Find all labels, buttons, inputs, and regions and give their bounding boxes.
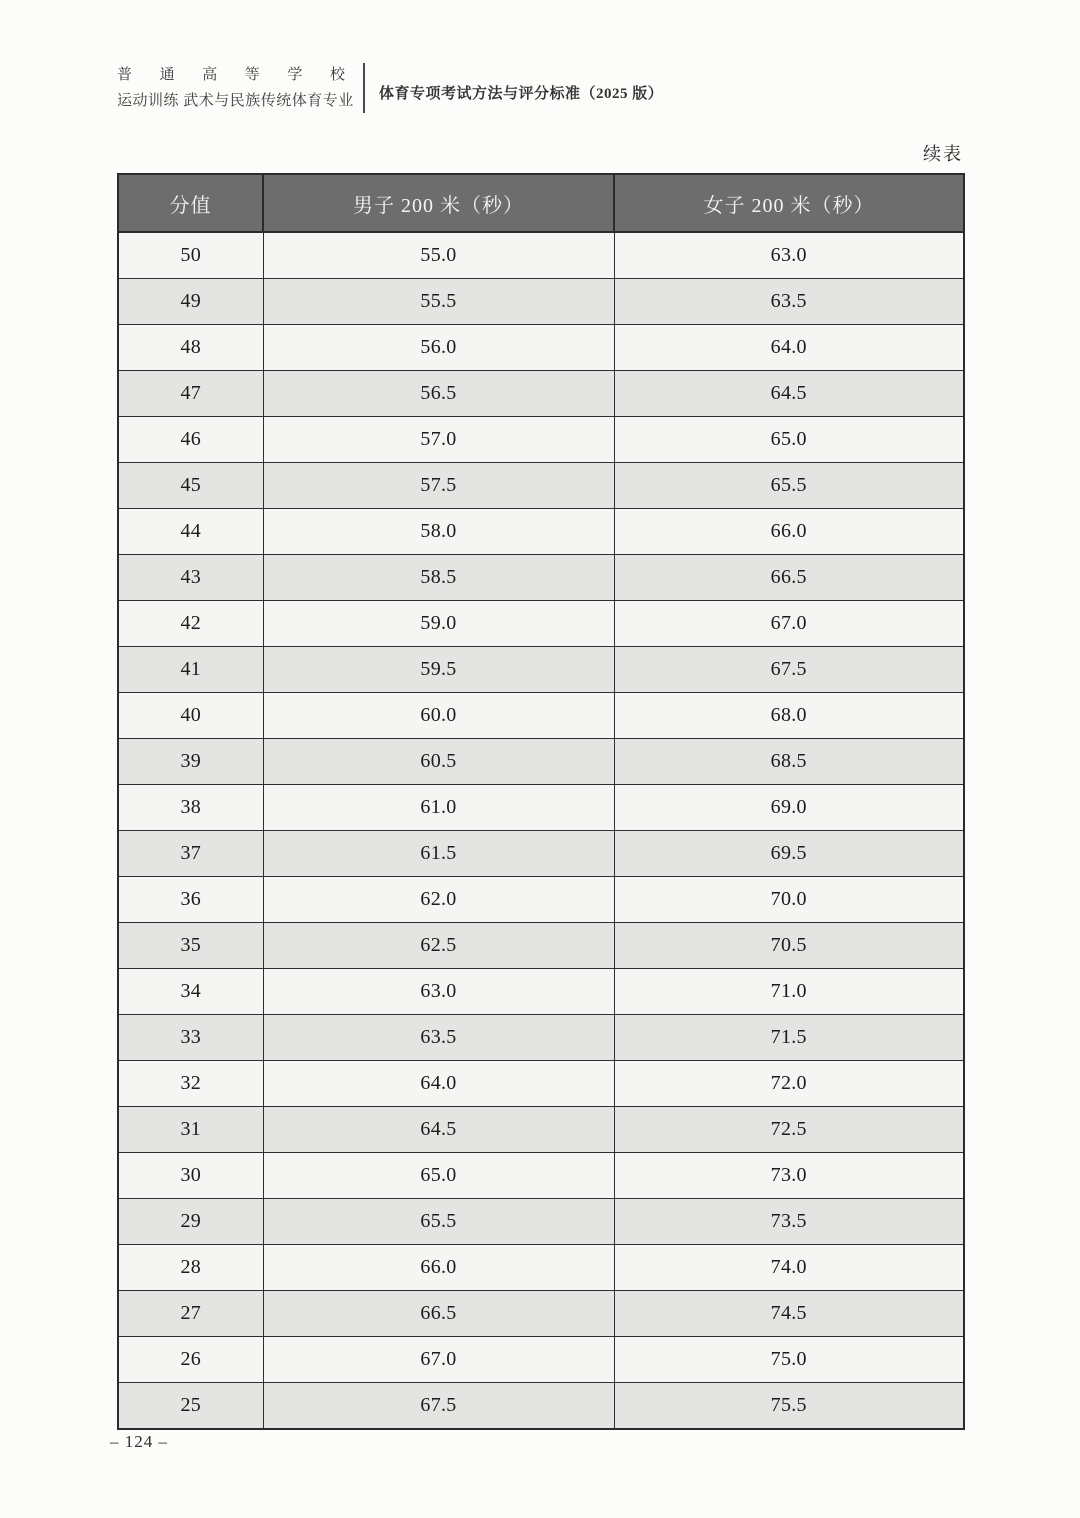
table-row bbox=[118, 1199, 964, 1245]
table-cell: 64.5 bbox=[263, 1107, 614, 1153]
table-row bbox=[118, 1061, 964, 1107]
table-row bbox=[118, 601, 964, 647]
table-cell: 38 bbox=[118, 785, 263, 831]
table-cell: 71.5 bbox=[614, 1015, 964, 1061]
table-row bbox=[118, 463, 964, 509]
table-cell: 64.0 bbox=[614, 325, 964, 371]
table-cell: 62.0 bbox=[263, 877, 614, 923]
table-cell: 74.5 bbox=[614, 1291, 964, 1337]
table-cell: 63.0 bbox=[263, 969, 614, 1015]
table-cell: 65.5 bbox=[614, 463, 964, 509]
table-cell: 56.5 bbox=[263, 371, 614, 417]
table-cell: 70.0 bbox=[614, 877, 964, 923]
table-cell: 31 bbox=[118, 1107, 263, 1153]
table-cell: 48 bbox=[118, 325, 263, 371]
table-cell: 67.0 bbox=[614, 601, 964, 647]
table-cell: 73.0 bbox=[614, 1153, 964, 1199]
table-cell: 57.5 bbox=[263, 463, 614, 509]
table-cell: 34 bbox=[118, 969, 263, 1015]
table-row bbox=[118, 969, 964, 1015]
table-header-row bbox=[118, 174, 964, 232]
table-cell: 66.5 bbox=[614, 555, 964, 601]
table-cell: 71.0 bbox=[614, 969, 964, 1015]
table-row bbox=[118, 555, 964, 601]
table-cell: 60.0 bbox=[263, 693, 614, 739]
table-row bbox=[118, 371, 964, 417]
table-row bbox=[118, 1107, 964, 1153]
column-header-women-200m: 女子 200 米（秒） bbox=[614, 174, 964, 232]
table-row bbox=[118, 279, 964, 325]
table-cell: 66.0 bbox=[263, 1245, 614, 1291]
table-cell: 63.5 bbox=[614, 279, 964, 325]
table-row bbox=[118, 232, 964, 279]
table-cell: 63.5 bbox=[263, 1015, 614, 1061]
table-cell: 55.5 bbox=[263, 279, 614, 325]
table-cell: 58.0 bbox=[263, 509, 614, 555]
school-type-label: 普通高等学校 bbox=[117, 67, 347, 83]
table-cell: 49 bbox=[118, 279, 263, 325]
table-cell: 29 bbox=[118, 1199, 263, 1245]
table-cell: 61.0 bbox=[263, 785, 614, 831]
major-label: 运动训练 武术与民族传统体育专业 bbox=[117, 93, 354, 110]
table-cell: 75.0 bbox=[614, 1337, 964, 1383]
table-cell: 64.5 bbox=[614, 371, 964, 417]
table-header bbox=[118, 174, 964, 232]
table-row bbox=[118, 325, 964, 371]
table-cell: 68.0 bbox=[614, 693, 964, 739]
score-table bbox=[117, 173, 965, 1430]
table-cell: 43 bbox=[118, 555, 263, 601]
table-cell: 56.0 bbox=[263, 325, 614, 371]
table-row bbox=[118, 1337, 964, 1383]
table-body bbox=[118, 232, 964, 1429]
table-row bbox=[118, 1245, 964, 1291]
table-row bbox=[118, 739, 964, 785]
table-cell: 60.5 bbox=[263, 739, 614, 785]
table-cell: 47 bbox=[118, 371, 263, 417]
table-cell: 75.5 bbox=[614, 1383, 964, 1430]
table-row bbox=[118, 1015, 964, 1061]
table-cell: 69.5 bbox=[614, 831, 964, 877]
table-cell: 67.0 bbox=[263, 1337, 614, 1383]
table-cell: 72.5 bbox=[614, 1107, 964, 1153]
table-row bbox=[118, 647, 964, 693]
table-cell: 67.5 bbox=[614, 647, 964, 693]
table-cell: 37 bbox=[118, 831, 263, 877]
running-head bbox=[117, 62, 663, 115]
table-row bbox=[118, 831, 964, 877]
table-cell: 41 bbox=[118, 647, 263, 693]
table-row bbox=[118, 1153, 964, 1199]
table-cell: 61.5 bbox=[263, 831, 614, 877]
running-head-left bbox=[117, 62, 354, 115]
table-cell: 68.5 bbox=[614, 739, 964, 785]
table-cell: 65.0 bbox=[263, 1153, 614, 1199]
table-row bbox=[118, 693, 964, 739]
table-cell: 70.5 bbox=[614, 923, 964, 969]
column-header-men-200m: 男子 200 米（秒） bbox=[263, 174, 614, 232]
page-number: – 124 – bbox=[110, 1432, 168, 1451]
table-cell: 67.5 bbox=[263, 1383, 614, 1430]
table-cell: 27 bbox=[118, 1291, 263, 1337]
table-cell: 65.0 bbox=[614, 417, 964, 463]
table-cell: 59.5 bbox=[263, 647, 614, 693]
table-cell: 74.0 bbox=[614, 1245, 964, 1291]
table-cell: 72.0 bbox=[614, 1061, 964, 1107]
column-header-score: 分值 bbox=[118, 174, 263, 232]
table-cell: 40 bbox=[118, 693, 263, 739]
table-row bbox=[118, 509, 964, 555]
table-cell: 36 bbox=[118, 877, 263, 923]
table-cell: 59.0 bbox=[263, 601, 614, 647]
table-row bbox=[118, 417, 964, 463]
table-cell: 62.5 bbox=[263, 923, 614, 969]
table-cell: 30 bbox=[118, 1153, 263, 1199]
table-cell: 58.5 bbox=[263, 555, 614, 601]
table-cell: 73.5 bbox=[614, 1199, 964, 1245]
table-row bbox=[118, 923, 964, 969]
table-cell: 64.0 bbox=[263, 1061, 614, 1107]
table-cell: 45 bbox=[118, 463, 263, 509]
table-cell: 57.0 bbox=[263, 417, 614, 463]
table-cell: 32 bbox=[118, 1061, 263, 1107]
table-cell: 69.0 bbox=[614, 785, 964, 831]
table-cell: 66.0 bbox=[614, 509, 964, 555]
table-cell: 50 bbox=[118, 232, 263, 279]
table-cell: 65.5 bbox=[263, 1199, 614, 1245]
table-row bbox=[118, 877, 964, 923]
table-cell: 35 bbox=[118, 923, 263, 969]
table-cell: 33 bbox=[118, 1015, 263, 1061]
table-cell: 63.0 bbox=[614, 232, 964, 279]
table-cell: 55.0 bbox=[263, 232, 614, 279]
table-row bbox=[118, 1383, 964, 1430]
table-cell: 42 bbox=[118, 601, 263, 647]
table-cell: 28 bbox=[118, 1245, 263, 1291]
table-row bbox=[118, 785, 964, 831]
table-cell: 39 bbox=[118, 739, 263, 785]
header-divider bbox=[363, 63, 365, 113]
table-row bbox=[118, 1291, 964, 1337]
document-title: 体育专项考试方法与评分标准（2025 版） bbox=[379, 85, 664, 102]
continued-table-label: 续表 bbox=[923, 144, 963, 164]
table-cell: 26 bbox=[118, 1337, 263, 1383]
table-cell: 25 bbox=[118, 1383, 263, 1430]
table-cell: 44 bbox=[118, 509, 263, 555]
table-cell: 46 bbox=[118, 417, 263, 463]
table-cell: 66.5 bbox=[263, 1291, 614, 1337]
